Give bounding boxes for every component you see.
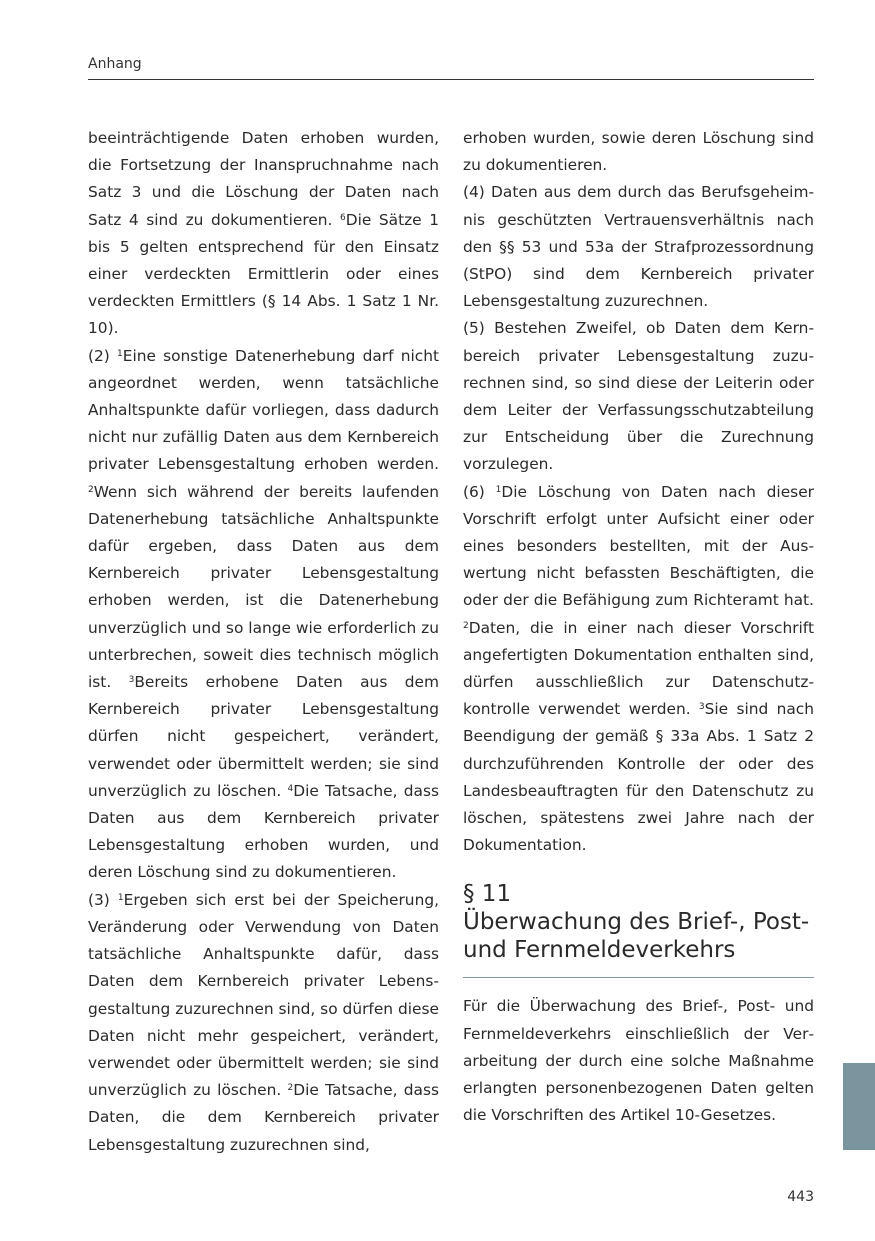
- section-divider: [463, 977, 814, 978]
- header-divider: [88, 79, 814, 80]
- paragraph-5: (5) Bestehen Zweifel, ob Daten dem Kernbereich privater Lebensgestaltung zuzurechnen sind, so sind diese der Leiterin oder dem Leiter der Verfassungsschutzabteilung zur Entscheidung über die Zurechnung vorzulegen.: [463, 319, 814, 474]
- paragraph-4: (4) Daten aus dem durch das Berufsgeheimnis geschützten Vertrauensverhältnis nach den §§ 53 und 53a der Strafprozessordnung (StPO) sind dem Kernbereich privater Lebensgestaltung zuzurechnen.: [463, 183, 814, 311]
- paragraph-2: (2) $^1$Eine sonstige Datenerhebung darf nicht angeordnet werden, wenn tatsächliche Anhaltspunkte dafür vorliegen, dass dadurch nicht nur zufällig Daten aus dem Kernbereich privater Lebensgestaltung erhoben werden. $^2$Wenn sich während der bereits laufenden Datenerhebung tatsächliche Anhaltspunkte dafür ergeben, dass Daten aus dem Kernbereich privater Lebensgestaltung erhoben werden, ist die Datenerhebung unverzüglich und so lange wie erforderlich zu unterbrechen, soweit dies technisch möglich ist. $^3$Bereits erhobene Daten aus dem Kernbereich privater Lebensgestaltung dürfen nicht gespeichert, verändert, verwendet oder übermittelt werden; sie sind unverzüglich zu löschen. $^4$Die Tatsache, dass Daten aus dem Kernbereich privater Lebensgestaltung erhoben wurden, und deren Löschung sind zu dokumentieren.: [88, 346, 439, 882]
- chapter-thumb-tab: [843, 1063, 875, 1150]
- paragraph-3-continued: erhoben wurden, sowie deren Löschung sind zu dokumentieren.: [463, 129, 814, 175]
- section-heading: [463, 880, 814, 964]
- paragraph-6: (6) $^1$Die Löschung von Daten nach dieser Vorschrift erfolgt unter Aufsicht einer oder eines besonders bestellten, mit der Auswertung nicht befassten Beschäftigten, die oder der die Befähigung zum Richteramt hat. $^2$Daten, die in einer nach dieser Vorschrift angefertigten Dokumentation enthalten sind, dürfen ausschließlich zur Datenschutzkontrolle verwendet werden. $^3$Sie sind nach Beendigung der gemäß § 33a Abs. 1 Satz 2 durchzuführenden Kontrolle der oder des Landesbeauftragten für den Datenschutz zu löschen, spätestens zwei Jahre nach der Dokumentation.: [463, 482, 814, 855]
- left-column: [88, 125, 439, 1159]
- section-title: Überwachung des Brief-, Post- und Fernmeldeverkehrs: [463, 909, 810, 964]
- section-number: § 11: [463, 881, 512, 908]
- paragraph-1-continued: beeinträchtigende Daten erhoben wurden, die Fortsetzung der Inanspruchnahme nach Satz 3 und die Löschung der Daten nach Satz 4 sind zu dokumentieren. $^6$Die Sätze 1 bis 5 gelten entsprechend für den Einsatz einer verdeckten Ermittlerin oder eines verdeckten Ermittlers (§ 14 Abs. 1 Satz 1 Nr. 10).: [88, 129, 439, 338]
- right-column: [463, 125, 814, 1130]
- section-body: Für die Überwachung des Brief-, Post- und Fernmeldeverkehrs einschließlich der Verarbeitung der durch eine solche Maßnahme erlangten personenbezogenen Daten gelten die Vorschriften des Artikel 10-Gesetzes.: [463, 997, 814, 1125]
- page-number: 443: [787, 1189, 814, 1205]
- running-header: Anhang: [88, 56, 142, 72]
- paragraph-3: (3) $^1$Ergeben sich erst bei der Speicherung, Veränderung oder Verwendung von Daten tatsächliche Anhaltspunkte dafür, dass Daten dem Kernbereich privater Lebensgestaltung zuzurechnen sind, so dürfen diese Daten nicht mehr gespeichert, verändert, verwendet oder übermittelt werden; sie sind unverzüglich zu löschen. $^2$Die Tatsache, dass Daten, die dem Kernbereich privater Lebensgestaltung zuzurechnen sind,: [88, 890, 439, 1154]
